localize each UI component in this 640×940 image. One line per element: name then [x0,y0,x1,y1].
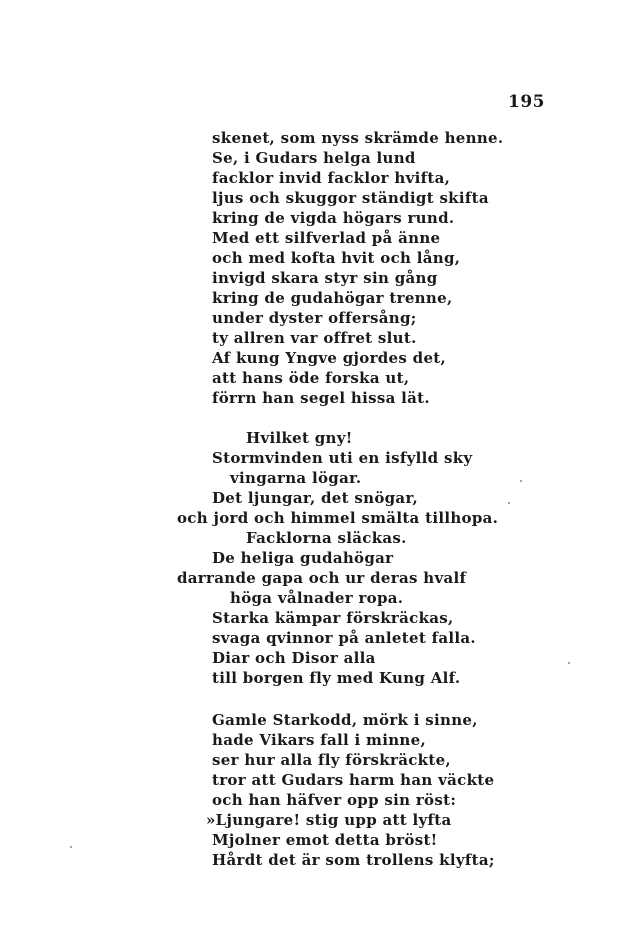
poem-line: Diar och Disor alla [212,649,376,667]
poem-line: Med ett silfverlad på änne [212,229,441,247]
poem-line: och jord och himmel smälta tillhopa. [177,509,499,527]
poem-line: Stormvinden uti en isfylld sky [212,449,473,467]
poem-line: Mjolner emot detta bröst! [212,831,438,849]
print-speck [508,502,510,504]
poem-line: Det ljungar, det snögar, [212,489,419,507]
poem-line: höga vålnader ropa. [230,589,404,607]
print-speck [70,846,72,848]
poem-line: vingarna lögar. [230,469,362,487]
poem-line: invigd skara styr sin gång [212,269,438,287]
poem-line: och med kofta hvit och lång, [212,249,461,267]
poem-line: ser hur alla fly förskräckte, [212,751,451,769]
poem-line: skenet, som nyss skrämde henne. [212,129,504,147]
poem-line: Hårdt det är som trollens klyfta; [212,851,495,869]
poem-line: hade Vikars fall i minne, [212,731,426,749]
poem-line: kring de gudahögar trenne, [212,289,453,307]
poem-line: till borgen fly med Kung Alf. [212,669,461,687]
poem-line: Gamle Starkodd, mörk i sinne, [212,711,478,729]
poem-line: kring de vigda högars rund. [212,209,455,227]
poem-line: Af kung Yngve gjordes det, [212,349,447,367]
print-speck [520,480,522,482]
poem-line: svaga qvinnor på anletet falla. [212,629,476,647]
poem-line: tror att Gudars harm han väckte [212,771,495,789]
poem-line: darrande gapa och ur deras hvalf [177,569,467,587]
poem-line: förrn han segel hissa lät. [212,389,430,407]
poem-line: under dyster offersång; [212,309,417,327]
poem-line: och han häfver opp sin röst: [212,791,457,809]
poem-line: ljus och skuggor ständigt skifta [212,189,489,207]
poem-line: Hvilket gny! [246,429,353,447]
poem-line: facklor invid facklor hvifta, [212,169,451,187]
page-number: 195 [508,92,545,112]
print-speck [568,662,570,664]
poem-line: Se, i Gudars helga lund [212,149,416,167]
poem-line: att hans öde forska ut, [212,369,410,387]
poem-line: ty allren var offret slut. [212,329,417,347]
poem-line: Starka kämpar förskräckas, [212,609,454,627]
poem-line: Facklorna släckas. [246,529,407,547]
poem-line: »Ljungare! stig upp att lyfta [206,811,452,829]
poem-line: De heliga gudahögar [212,549,394,567]
